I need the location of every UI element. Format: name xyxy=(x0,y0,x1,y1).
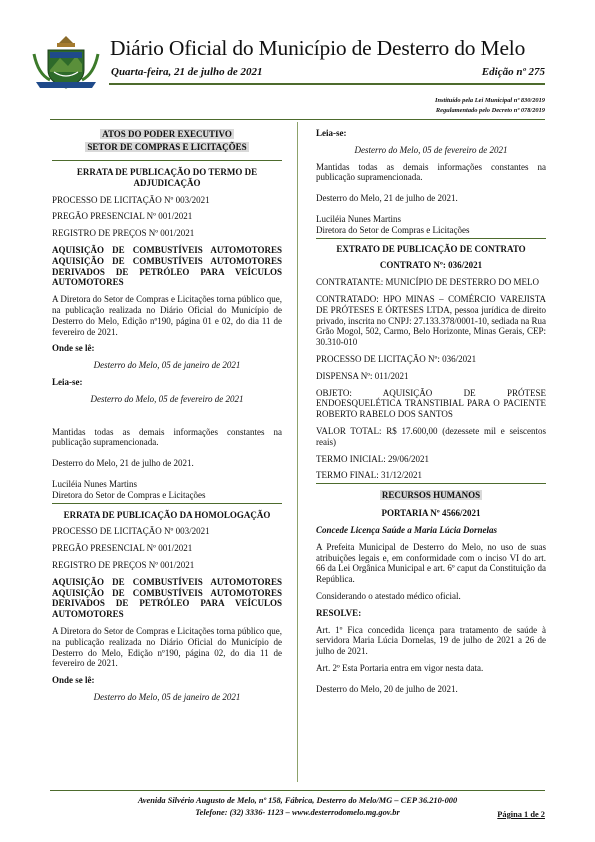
place-date: Desterro do Melo, 20 de julho de 2021. xyxy=(316,683,458,694)
errata-homologation-title: ERRATA DE PUBLICAÇÃO DA HOMOLOGAÇÃO xyxy=(63,509,271,520)
contract-value: VALOR TOTAL: R$ 17.600,00 (dezessete mil e seiscentos reais) xyxy=(316,425,546,447)
mantidas-text: Mantidas todas as demais informações constantes na publicação supramencionada. xyxy=(316,161,546,183)
portaria-preamble: A Prefeita Municipal de Desterro do Melo, no uso de suas atribuições legais e, em conformidade com o inciso VI do art. 66 da Lei Orgânica Municipal e art. 6º caput da Constituição da República. xyxy=(316,541,546,585)
instituted-by-law: Instituído pela Lei Municipal nº 830/2019 xyxy=(434,97,545,104)
signatory-name: Luciléia Nunes Martins xyxy=(316,213,401,224)
signatory-role: Diretora do Setor de Compras e Licitações xyxy=(316,224,470,235)
object-text: AQUISIÇÃO DE COMBUSTÍVEIS AUTOMOTORES AQUISIÇÃO DE COMBUSTÍVEIS AUTOMOTORES DERIVADOS DE PETRÓLEO PARA VEÍCULOS AUTOMOTORES xyxy=(52,576,282,620)
regulated-by-decree: Regulamentado pelo Decreto nº 078/2019 xyxy=(435,107,545,114)
contract-object: OBJETO: AQUISIÇÃO DE PRÓTESE ENDOESQUELÉTICA TRANSTIBIAL PARA O PACIENTE ROBERTO RABELO DOS SANTOS xyxy=(316,387,546,420)
leia-se-text: Desterro do Melo, 05 de fevereiro de 2021 xyxy=(354,144,508,155)
leia-se-label: Leia-se: xyxy=(52,376,83,387)
final-term: TERMO FINAL: 31/12/2021 xyxy=(316,470,423,481)
header-rule xyxy=(109,83,545,85)
section-rule xyxy=(52,503,282,504)
onde-se-le-label: Onde se lê: xyxy=(52,343,95,354)
errata-body-text: A Diretora do Setor de Compras e Licitações torna público que, na publicação realizada no Diário Oficial do Município de Desterro do Melo, Edição nº190, página 02, do dia 11 de fevereiro de 2021. xyxy=(52,625,282,669)
footer-address: Avenida Silvério Augusto de Melo, nº 158, Fábrica, Desterro do Melo/MG – CEP 36.210-000 xyxy=(137,796,458,805)
contracted-party: CONTRATADO: HPO MINAS – COMÉRCIO VAREJISTA DE PRÓTESES E ÓRTESES LTDA, pessoa jurídica de direito privado, inscrita no CNPJ: 27.133.378/0001-10, sediada na Rua Grão Mogol, 502, Carmo, Belo Horizonte, Minas Gerais, CEP: 30.310-010 xyxy=(316,293,546,348)
registro-number: REGISTRO DE PREÇOS Nº 001/2021 xyxy=(52,559,195,570)
portaria-number: PORTARIA Nº 4566/2021 xyxy=(381,508,481,519)
object-text: AQUISIÇÃO DE COMBUSTÍVEIS AUTOMOTORES AQUISIÇÃO DE COMBUSTÍVEIS AUTOMOTORES DERIVADOS DE PETRÓLEO PARA VEÍCULOS AUTOMOTORES xyxy=(52,244,282,288)
section-rule xyxy=(52,160,282,161)
process-number: PROCESSO DE LICITAÇÃO Nº: 036/2021 xyxy=(316,353,477,364)
section-heading-executive xyxy=(52,128,282,154)
initial-term: TERMO INICIAL: 29/06/2021 xyxy=(316,453,429,464)
section-title-executive: ATOS DO PODER EXECUTIVO xyxy=(102,129,232,139)
onde-se-le-label: Onde se lê: xyxy=(52,675,95,686)
article-1: Art. 1º Fica concedida licença para tratamento de saúde à servidora Maria Lúcia Dornelas, 19 de julho de 2021 a 26 de julho de 2021. xyxy=(316,624,546,657)
contracting-party: CONTRATANTE: MUNICÍPIO DE DESTERRO DO MELO xyxy=(316,277,540,288)
section-rule xyxy=(316,483,546,484)
onde-se-le-text: Desterro do Melo, 05 de janeiro de 2021 xyxy=(93,691,241,702)
process-number: PROCESSO DE LICITAÇÃO Nº 003/2021 xyxy=(52,194,210,205)
edition-number: Edição nº 275 xyxy=(481,66,545,78)
leia-se-label: Leia-se: xyxy=(316,128,347,138)
place-date: Desterro do Melo, 21 de julho de 2021. xyxy=(316,193,458,204)
right-column xyxy=(316,128,546,700)
header-bottom-rule xyxy=(50,119,545,120)
column-divider xyxy=(297,122,298,782)
process-number: PROCESSO DE LICITAÇÃO Nº 003/2021 xyxy=(52,526,210,537)
errata-adjudication-title: ERRATA DE PUBLICAÇÃO DO TERMO DE ADJUDICAÇÃO xyxy=(76,167,258,188)
errata-body-text: A Diretora do Setor de Compras e Licitações torna público que, na publicação realizada no Diário Oficial do Município de Desterro do Melo, Edição nº190, página 01 e 02, do dia 11 de fevereiro de 2021. xyxy=(52,294,282,337)
onde-se-le-text: Desterro do Melo, 05 de janeiro de 2021 xyxy=(93,360,241,371)
resolve-label: RESOLVE: xyxy=(316,607,362,618)
mantidas-text: Mantidas todas as demais informações constantes na publicação supramencionada. xyxy=(52,426,282,448)
portaria-considering: Considerando o atestado médico oficial. xyxy=(316,590,461,601)
pregao-number: PREGÃO PRESENCIAL Nº 001/2021 xyxy=(52,543,193,554)
section-title-purchasing: SETOR DE COMPRAS E LICITAÇÕES xyxy=(87,142,247,152)
section-rule xyxy=(316,238,546,239)
article-2: Art. 2º Esta Portaria entra em vigor nesta data. xyxy=(316,662,484,673)
place-date: Desterro do Melo, 21 de julho de 2021. xyxy=(52,458,194,469)
section-heading-hr xyxy=(316,489,546,502)
contract-number: CONTRATO Nº: 036/2021 xyxy=(379,260,483,271)
page-number: Página 1 de 2 xyxy=(497,810,545,819)
issue-date: Quarta-feira, 21 de julho de 2021 xyxy=(111,66,263,78)
portaria-ementa: Concede Licença Saúde a Maria Lúcia Dornelas xyxy=(316,524,497,535)
dispensa-number: DISPENSA Nº: 011/2021 xyxy=(316,370,409,381)
leia-se-text: Desterro do Melo, 05 de fevereiro de 2021 xyxy=(90,393,244,404)
contract-extract-title: EXTRATO DE PUBLICAÇÃO DE CONTRATO xyxy=(336,243,526,254)
footer-contact: Telefone: (32) 3336- 1123 – www.desterrodomelo.mg.gov.br xyxy=(195,808,400,817)
signatory-name: Luciléia Nunes Martins xyxy=(52,478,137,489)
newspaper-title: Diário Oficial do Município de Desterro do Melo xyxy=(110,36,526,60)
pregao-number: PREGÃO PRESENCIAL Nº 001/2021 xyxy=(52,211,193,222)
footer-rule xyxy=(50,790,545,791)
municipal-coat-of-arms-logo xyxy=(30,34,102,92)
section-title-hr: RECURSOS HUMANOS xyxy=(381,490,481,501)
registro-number: REGISTRO DE PREÇOS Nº 001/2021 xyxy=(52,228,195,239)
left-column xyxy=(52,128,282,709)
signatory-role: Diretora do Setor de Compras e Licitações xyxy=(52,489,206,500)
